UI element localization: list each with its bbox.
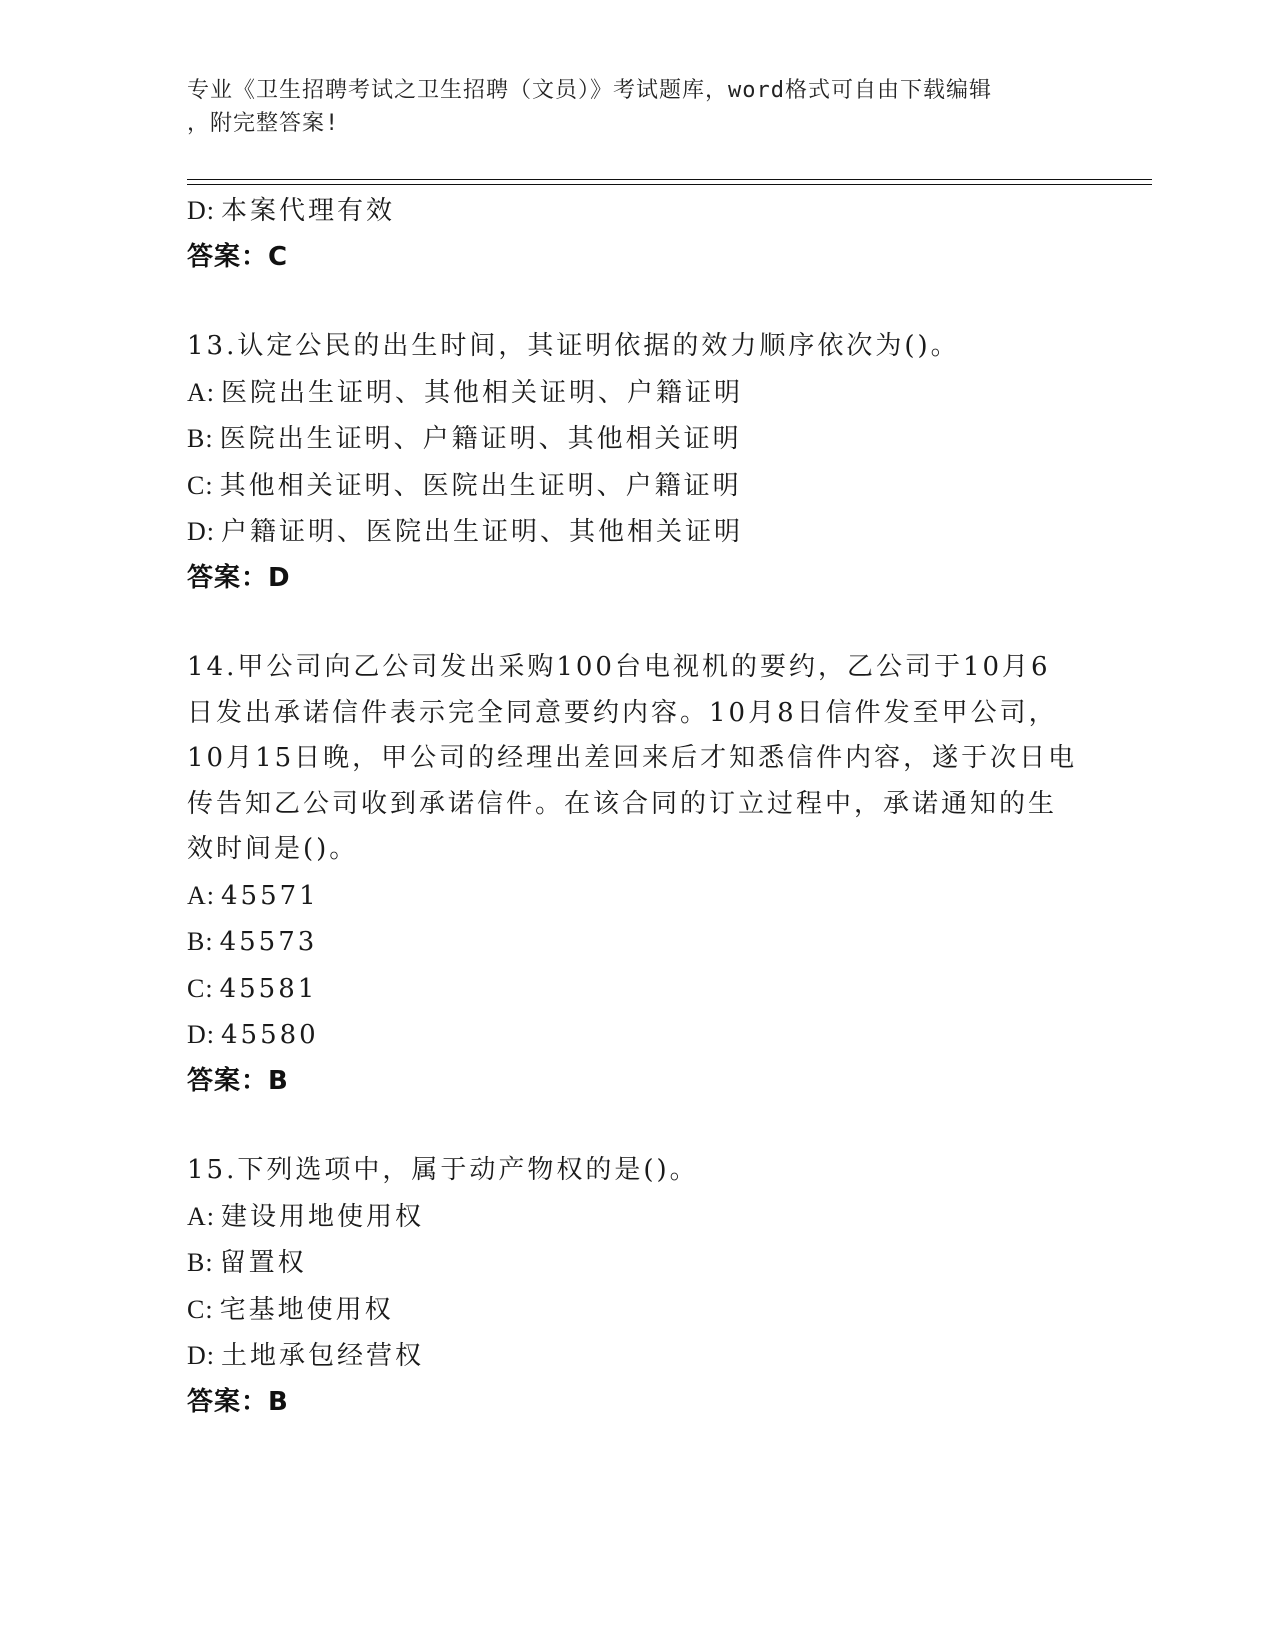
stem-line: 日发出承诺信件表示完全同意要约内容。10月8日信件发至甲公司， [187,697,1058,728]
answer-line: 答案：B [187,1065,289,1096]
option-text: 土地承包经营权 [221,1341,425,1371]
question-stem [187,1148,1087,1194]
option-b [187,416,1087,463]
option-d [187,1012,1087,1059]
document-header [187,74,1087,140]
option-key: D: [187,1020,215,1049]
option-key: D: [187,517,215,546]
header-rule-bottom [187,184,1152,185]
question-15 [187,1148,1087,1425]
prev-question-tail [187,188,1087,280]
option-d [187,509,1087,556]
option-key: C: [187,1294,214,1324]
option-text: 留置权 [219,1248,307,1278]
answer-line: 答案：D [187,562,291,593]
option-text: 本案代理有效 [221,196,396,226]
question-13 [187,324,1087,601]
option-text: 45573 [219,927,318,957]
stem-line: 效时间是()。 [187,834,359,864]
option-a [187,873,1087,920]
option-text: 其他相关证明、医院出生证明、户籍证明 [219,470,742,501]
question-14 [187,645,1087,1104]
option-b [187,919,1087,966]
option-text: 45581 [219,973,318,1004]
header-rule-top [187,179,1152,180]
option-key: D: [187,1341,215,1370]
answer-line: 答案：B [187,1386,289,1417]
option-text: 医院出生证明、户籍证明、其他相关证明 [219,424,742,454]
question-stem [187,324,1087,370]
option-b [187,1240,1087,1287]
option-key: B: [187,1248,214,1277]
option-a [187,1194,1087,1241]
question-content [187,188,1087,1425]
option-key: A: [187,1201,215,1231]
option-key: D: [187,196,215,225]
answer-line: 答案：C [187,241,289,272]
question-stem [187,645,1087,873]
option-d [187,1333,1087,1380]
option-text: 医院出生证明、其他相关证明、户籍证明 [221,377,744,408]
stem-line: 13.认定公民的出生时间，其证明依据的效力顺序依次为()。 [187,331,960,361]
option-text: 宅基地使用权 [219,1294,394,1325]
option-key: A: [187,880,215,910]
stem-line: 15.下列选项中，属于动产物权的是()。 [187,1155,699,1185]
stem-line: 传告知乙公司收到承诺信件。在该合同的订立过程中，承诺通知的生 [187,788,1058,819]
option-key: C: [187,470,214,500]
option-text: 户籍证明、医院出生证明、其他相关证明 [221,517,744,547]
option-key: A: [187,377,215,407]
option-text: 建设用地使用权 [221,1201,425,1232]
header-line-1: 专业《卫生招聘考试之卫生招聘（文员）》考试题库，word格式可自由下载编辑 [187,78,992,103]
option-c [187,1287,1087,1334]
option-key: B: [187,424,214,453]
option-a [187,370,1087,417]
header-line-2: ，附完整答案! [187,111,340,136]
option-c [187,966,1087,1013]
stem-line: 10月15日晚，甲公司的经理出差回来后才知悉信件内容，遂于次日电 [187,743,1078,773]
option-c [187,463,1087,510]
stem-line: 14.甲公司向乙公司发出采购100台电视机的要约，乙公司于10月6 [187,652,1051,682]
option-key: B: [187,927,214,956]
option-key: C: [187,973,214,1003]
option-text: 45580 [221,1020,319,1050]
option-text: 45571 [221,880,319,911]
option-d [187,188,1087,235]
